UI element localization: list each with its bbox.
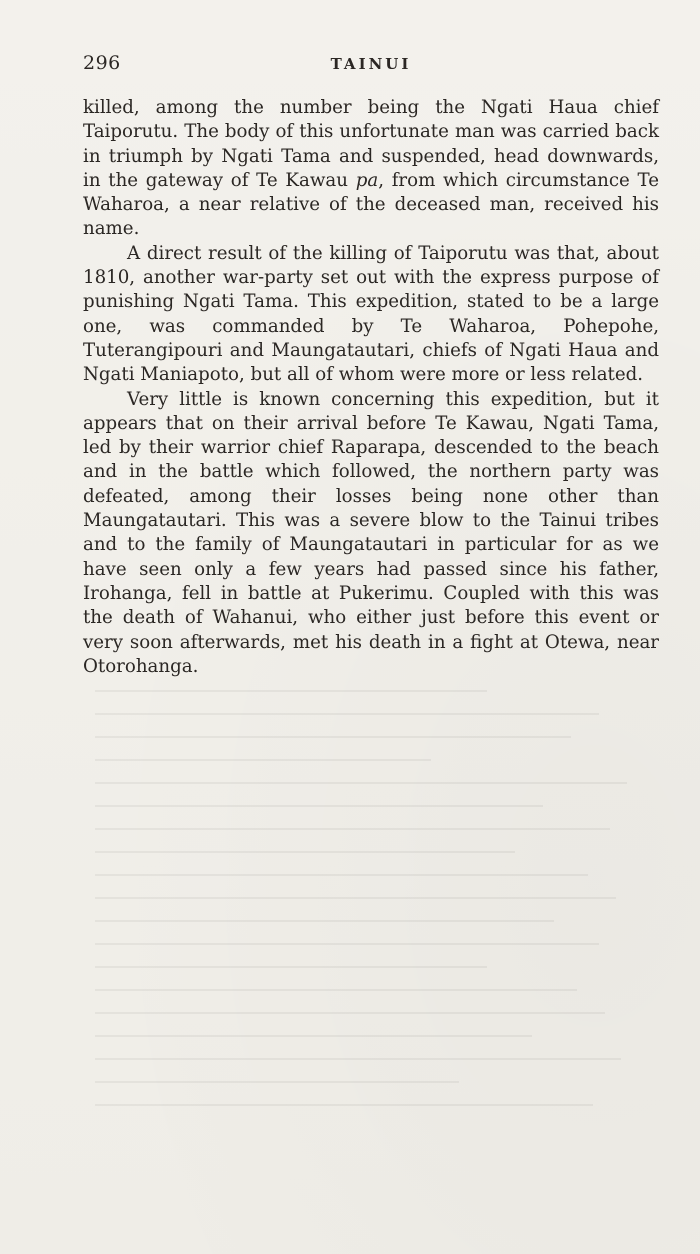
- reverse-page-bleed-through: [95, 690, 655, 1150]
- paragraph-3: Very little is known concerning this expedition, but it appears that on their arrival before Te Kawau, Ngati Tama, led by their warrior chief Raparapa, descended to the beach and in the battle which followed, the northern party was defeated, among their losses being none other than Maungatautari. This was a severe blow to the Tainui tribes and to the family of Maungatautari in particular for as we have seen only a few years had passed since his father, Irohanga, fell in battle at Pukerimu. Coupled with this was the death of Wahanui, who either just before this event or very soon afterwards, met his death in a fight at Otewa, near Otorohanga.: [83, 388, 659, 677]
- page-header: [83, 52, 659, 80]
- paragraph-1-italic-pa: pa: [355, 169, 379, 191]
- page-number: 296: [83, 52, 121, 74]
- paragraph-1: [83, 96, 659, 242]
- paragraph-2: A direct result of the killing of Taiporutu was that, about 1810, another war-party set out with the express purpose of punishing Ngati Tama. This expedition, stated to be a large one, was commanded by Te Waharoa, Pohepohe, Tuterangipouri and Maungatautari, chiefs of Ngati Haua and Ngati Maniapoto, but all of whom were more or less related.: [83, 242, 659, 386]
- running-title: TAINUI: [330, 55, 412, 73]
- paragraph-1-text-b: , from which circumstance Te Waharoa, a near relative of the deceased man, received his name.: [83, 169, 659, 240]
- paragraph-1-text-a: killed, among the number being the Ngati Haua chief Taiporutu. The body of this unfortunate man was carried back in triumph by Ngati Tama and suspended, head downwards, in the gateway of Te Kawau: [83, 97, 659, 191]
- body-text: [83, 96, 659, 679]
